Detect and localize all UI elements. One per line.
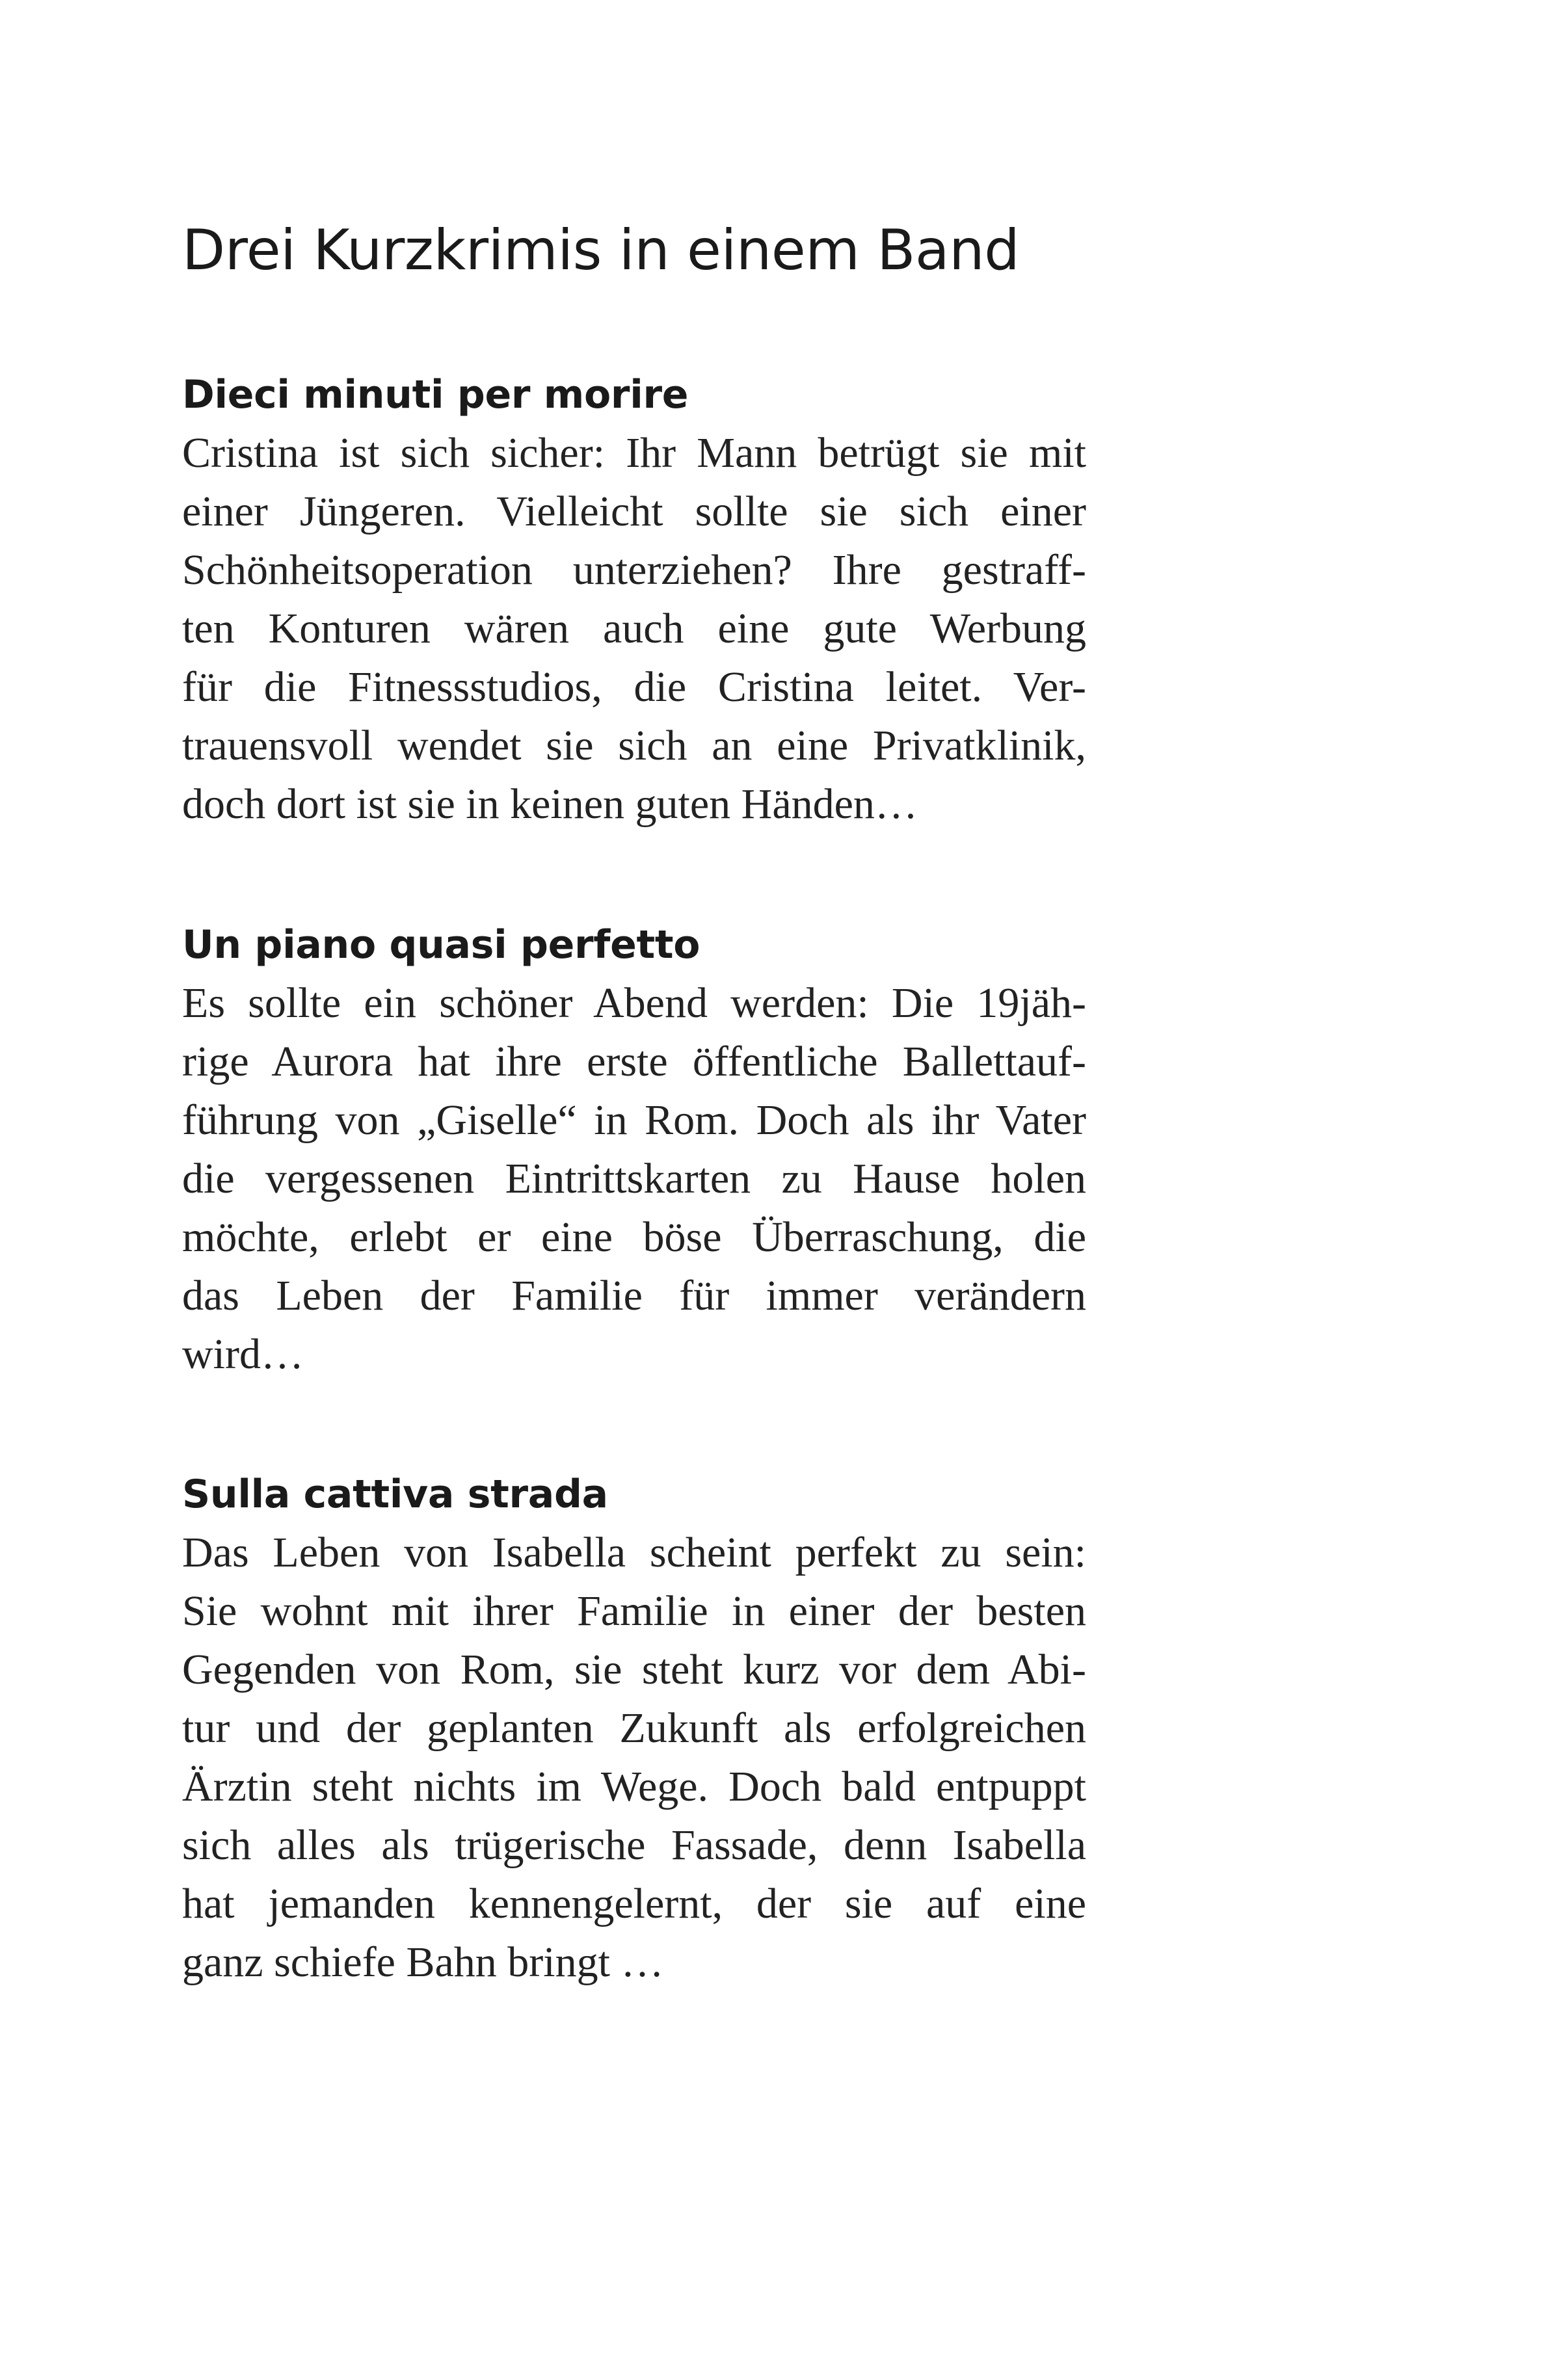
text-line: Schönheitsoperation unterziehen? Ihre gestraff- <box>182 546 1086 594</box>
story-heading: Dieci minuti per morire <box>182 372 689 417</box>
text-line: rige Aurora hat ihre erste öffentliche Ballettauf- <box>182 1038 1086 1085</box>
story-text <box>182 974 1086 1384</box>
text-line: Ärztin steht nichts im Wege. Doch bald entpuppt <box>182 1763 1086 1810</box>
text-line: führung von „Giselle“ in Rom. Doch als ihr Vater <box>182 1096 1086 1144</box>
text-line: doch dort ist sie in keinen guten Händen… <box>182 780 918 828</box>
text-line: für die Fitnessstudios, die Cristina leitet. Ver- <box>182 663 1086 711</box>
text-line: Gegenden von Rom, sie steht kurz vor dem Abi- <box>182 1646 1086 1693</box>
text-line: ganz schiefe Bahn bringt … <box>182 1938 664 1986</box>
text-line: hat jemanden kennengelernt, der sie auf eine <box>182 1880 1086 1927</box>
story-section-un-piano <box>182 916 1086 1384</box>
text-line: Sie wohnt mit ihrer Familie in einer der besten <box>182 1587 1086 1635</box>
story-text <box>182 1524 1086 1992</box>
text-line: die vergessenen Eintrittskarten zu Hause holen <box>182 1155 1086 1202</box>
text-line: sich alles als trügerische Fassade, denn Isabella <box>182 1821 1086 1869</box>
text-line: tur und der geplanten Zukunft als erfolgreichen <box>182 1704 1086 1752</box>
text-line: wird… <box>182 1330 304 1378</box>
story-heading: Un piano quasi perfetto <box>182 922 700 968</box>
text-line: trauensvoll wendet sie sich an eine Privatklinik, <box>182 722 1086 769</box>
story-text <box>182 424 1086 834</box>
text-line: das Leben der Familie für immer verändern <box>182 1272 1086 1319</box>
page-title: Drei Kurzkrimis in einem Band <box>182 218 1020 283</box>
text-line: Cristina ist sich sicher: Ihr Mann betrügt sie mit <box>182 429 1086 477</box>
story-section-dieci-minuti <box>182 365 1086 834</box>
story-heading: Sulla cattiva strada <box>182 1472 608 1517</box>
text-line: Das Leben von Isabella scheint perfekt zu sein: <box>182 1529 1086 1576</box>
text-line: möchte, erlebt er eine böse Überraschung, die <box>182 1213 1086 1261</box>
text-line: einer Jüngeren. Vielleicht sollte sie sich einer <box>182 488 1086 535</box>
text-line: Es sollte ein schöner Abend werden: Die 19jäh- <box>182 979 1086 1027</box>
story-section-sulla-cattiva <box>182 1465 1086 1992</box>
text-line: ten Konturen wären auch eine gute Werbung <box>182 605 1086 652</box>
